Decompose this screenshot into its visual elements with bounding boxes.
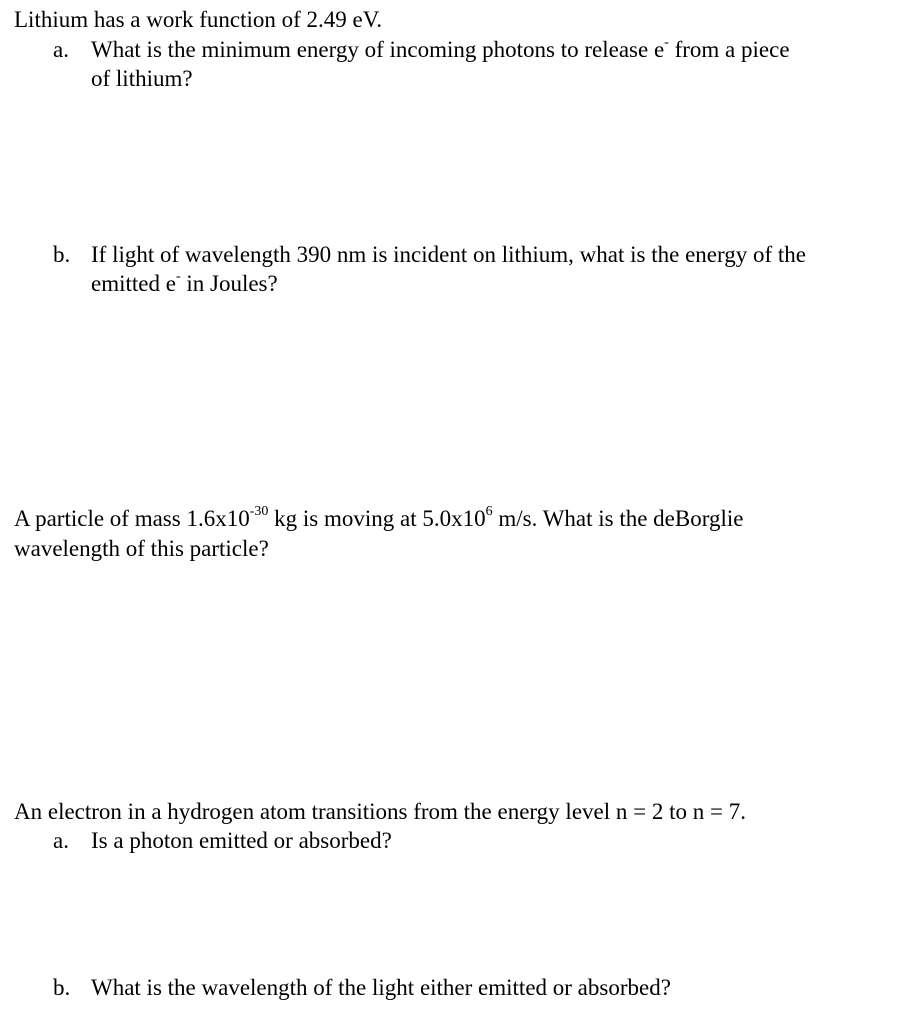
q2-line2: wavelength of this particle? — [14, 536, 269, 561]
q1a-line1-post: from a piece — [668, 37, 790, 62]
q1b-line2-post: in Joules? — [180, 271, 278, 296]
q2-line1-part2: kg is moving at 5.0x10 — [268, 506, 486, 531]
q3a-text: Is a photon emitted or absorbed? — [91, 828, 392, 853]
q1a-line1 — [91, 35, 790, 64]
q1b-line2-sup: - — [175, 269, 181, 285]
q3b-marker: b. — [53, 975, 71, 1000]
q1-intro: Lithium has a work function of 2.49 eV. — [14, 7, 383, 32]
q1a-line1-pre: What is the minimum energy of incoming photons to release e — [91, 37, 665, 62]
q3a-marker: a. — [53, 828, 69, 853]
q1b-line1: If light of wavelength 390 nm is incident on lithium, what is the energy of the — [91, 242, 806, 267]
q2-line1-sup2: 6 — [485, 504, 493, 520]
q2-line1-part1: A particle of mass 1.6x10 — [14, 506, 250, 531]
q2-line1-part3: m/s. What is the deBorglie — [492, 506, 744, 531]
q1a-marker: a. — [53, 37, 69, 62]
q3-intro: An electron in a hydrogen atom transitions from the energy level n = 2 to n = 7. — [14, 799, 746, 824]
q1a-line2: of lithium? — [91, 66, 193, 91]
q2-line1 — [14, 504, 743, 533]
q1b-marker: b. — [53, 242, 71, 267]
q1b-line2 — [91, 269, 278, 298]
q1a-line1-sup: - — [664, 35, 669, 51]
q2-line1-sup1: -30 — [249, 504, 269, 520]
q1b-line2-pre: emitted e — [91, 271, 176, 296]
q3b-text: What is the wavelength of the light either emitted or absorbed? — [91, 975, 671, 1000]
